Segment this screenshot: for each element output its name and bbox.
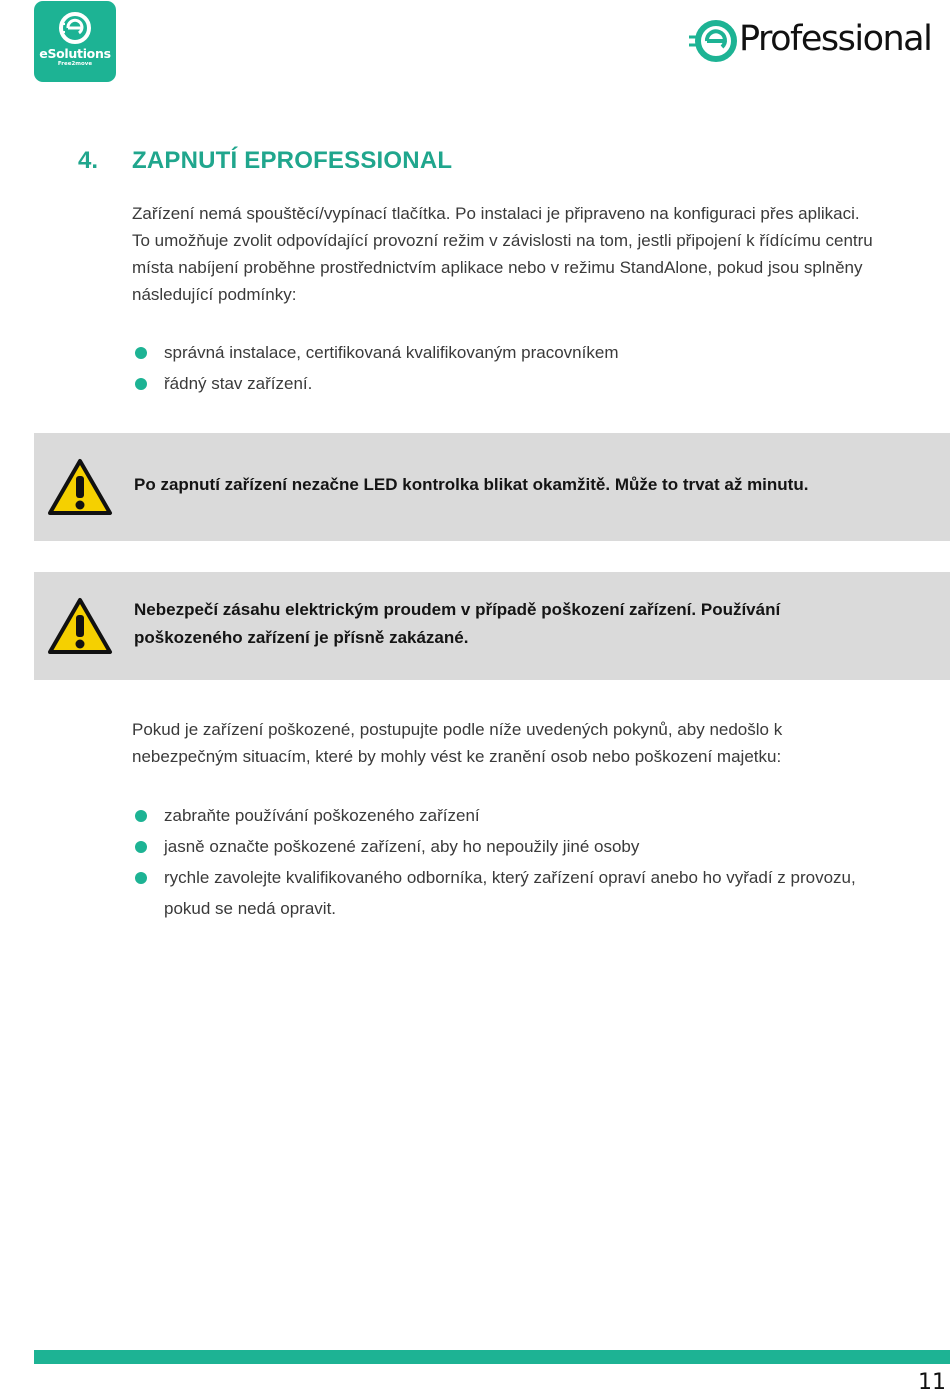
warning-icon <box>47 458 113 516</box>
warning-box-led <box>34 433 950 541</box>
list-item: správná instalace, certifikovaná kvalifikovaným pracovníkem <box>135 337 618 368</box>
damage-paragraph <box>132 716 782 770</box>
esolutions-sub: Free2move <box>57 61 93 67</box>
list-item: řádný stav zařízení. <box>135 368 618 399</box>
footer-bar <box>34 1350 950 1364</box>
esolutions-logo <box>34 1 116 82</box>
intro-line: místa nabíjení proběhne prostřednictvím aplikace nebo v režimu StandAlone, pokud jsou splněny <box>132 258 863 277</box>
intro-paragraph <box>132 200 873 308</box>
warning-text: Nebezpečí zásahu elektrickým proudem v případě poškození zařízení. Používání poškozeného zařízení je přísně zakázané. <box>134 600 781 647</box>
intro-line: To umožňuje zvolit odpovídající provozní režim v závislosti na tom, jestli připojení k řídícímu centru <box>132 231 873 250</box>
esolutions-brand: eSolutions <box>39 46 111 61</box>
damage-line: nebezpečným situacím, které by mohly vést ke zranění osob nebo poškození majetku: <box>132 747 782 766</box>
eprofessional-logo <box>686 16 950 64</box>
list-item: zabraňte používání poškozeného zařízení <box>135 800 856 831</box>
warning-icon <box>47 597 113 655</box>
bullet-icon <box>135 841 147 853</box>
bullet-icon <box>135 810 147 822</box>
conditions-list <box>135 337 618 399</box>
damage-line: Pokud je zařízení poškozené, postupujte podle níže uvedených pokynů, aby nedošlo k <box>132 720 783 739</box>
plug-e-icon <box>686 18 738 64</box>
warning-box-shock <box>34 572 950 680</box>
list-item: jasně označte poškozené zařízení, aby ho nepoužily jiné osoby <box>135 831 856 862</box>
plug-e-icon <box>58 11 92 45</box>
intro-line: Zařízení nemá spouštěcí/vypínací tlačítka. Po instalaci je připraveno na konfiguraci přes aplikaci. <box>132 204 860 223</box>
steps-list <box>135 800 856 924</box>
section-number: 4. <box>78 147 99 174</box>
page-number: 11 <box>918 1370 946 1395</box>
eprofessional-word: Professional <box>739 19 932 59</box>
bullet-icon <box>135 347 147 359</box>
warning-text: Po zapnutí zařízení nezačne LED kontrolka blikat okamžitě. Může to trvat až minutu. <box>134 475 809 494</box>
bullet-icon <box>135 378 147 390</box>
intro-line: následující podmínky: <box>132 285 297 304</box>
section-title: ZAPNUTÍ EPROFESSIONAL <box>132 147 453 174</box>
list-item: rychle zavolejte kvalifikovaného odborníka, který zařízení opraví anebo ho vyřadí z provozu, pokud se nedá opravit. <box>135 862 856 924</box>
bullet-icon <box>135 872 147 884</box>
